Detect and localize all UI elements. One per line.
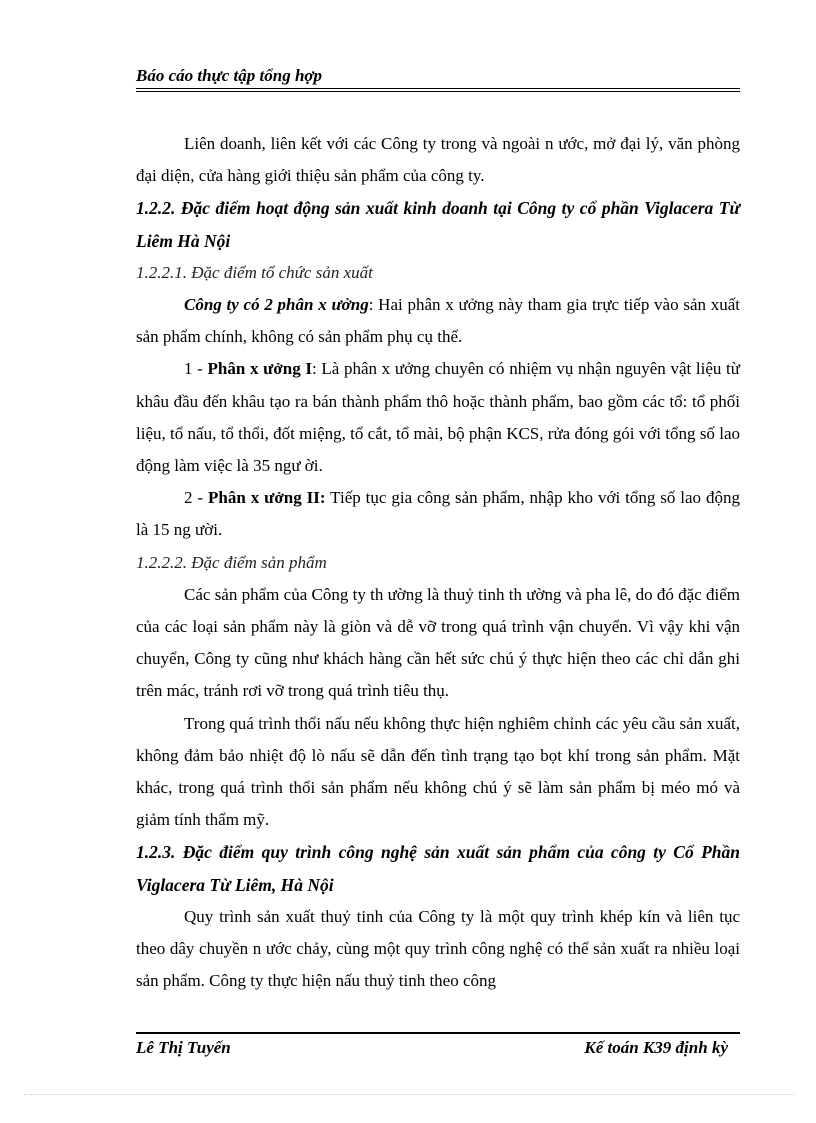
paragraph-products: Các sản phẩm của Công ty th ường là thuỷ tinh th ường và pha lê, do đó đặc điểm của các loại sản phẩm này là giòn và dễ vỡ trong quá trình vận chuyển. Vì vậy khi vận chuyển, Công ty cũng như khách hàng cần hết sức chú ý thực hiện theo các chỉ dẫn ghi trên mác, tránh rơi vỡ trong quá trình tiêu thụ.: [136, 584, 740, 701]
workshop-1-text: : Là phân x ưởng chuyên có nhiệm vụ nhận nguyên vật liệu từ khâu đầu đến khâu tạo ra bán thành phẩm thô hoặc thành phẩm, bao gồm các tổ: tổ phối liệu, tổ nấu, tổ thổi, đốt miệng, tổ cắt, tổ mài, bộ phận KCS, rửa đóng gói với tổng số lao động làm việc là 35 ngư ời.: [136, 359, 740, 476]
paragraph-workshop-1: [136, 353, 740, 482]
document-body: [136, 128, 740, 997]
page-bottom-border: [24, 1094, 794, 1095]
heading-1-2-2-2: 1.2.2.2. Đặc điểm sản phẩm: [136, 552, 327, 572]
paragraph-workshops: [136, 289, 740, 353]
paragraph-intro: Liên doanh, liên kết với các Công ty trong và ngoài n ước, mở đại lý, văn phòng đại diện, cửa hàng giới thiệu sản phẩm của công ty.: [136, 134, 740, 186]
workshop-1-prefix: 1 -: [184, 359, 208, 379]
footer-author: Lê Thị Tuyến: [136, 1038, 231, 1057]
workshop-2-text: Tiếp tục gia công sản phẩm, nhập kho với tổng số lao động là 15 ng ười.: [136, 488, 740, 540]
paragraph-process: Quy trình sản xuất thuỷ tinh của Công ty là một quy trình khép kín và liên tục theo dây chuyền n ước chảy, cùng một quy trình công nghệ có thể sản xuất ra nhiều loại sản phẩm. Công ty thực hiện nấu thuỷ tinh theo công: [136, 906, 740, 991]
heading-1-2-3: 1.2.3. Đặc điểm quy trình công nghệ sản xuất sản phẩm của công ty Cổ Phần Viglacera Từ Liêm, Hà Nội: [136, 842, 740, 895]
paragraph-blowing: Trong quá trình thổi nấu nếu không thực hiện nghiêm chỉnh các yêu cầu sản xuất, không đảm bảo nhiệt độ lò nấu sẽ dẫn đến tình trạng tạo bọt khí trong sản phẩm. Mặt khác, trong quá trình thổi sản phẩm nếu không chú ý sẽ làm sản phẩm bị méo mó và giảm tính thẩm mỹ.: [136, 713, 740, 830]
workshops-lead: Công ty có 2 phân x ưởng: [184, 295, 369, 315]
workshop-1-title: Phân x ưởng I: [207, 359, 312, 379]
workshop-2-prefix: 2 -: [184, 488, 209, 508]
header-title: Báo cáo thực tập tổng hợp: [136, 66, 323, 85]
heading-1-2-2: 1.2.2. Đặc điểm hoạt động sản xuất kinh doanh tại Công ty cổ phần Viglacera Từ Liêm Hà Nội: [136, 198, 740, 251]
workshops-text: : Hai phân x ưởng này tham gia trực tiếp vào sản xuất sản phẩm chính, không có sản phẩm phụ cụ thể.: [136, 295, 741, 347]
header-rule-bottom: [136, 91, 740, 92]
paragraph-workshop-2: [136, 482, 740, 546]
footer-rule: [136, 1032, 740, 1034]
footer-course: Kế toán K39 định kỳ: [584, 1038, 728, 1057]
header-rule-top: [136, 88, 740, 89]
workshop-2-title: Phân x ưởng II:: [208, 488, 326, 508]
heading-1-2-2-1: 1.2.2.1. Đặc điểm tổ chức sản xuất: [136, 262, 373, 282]
